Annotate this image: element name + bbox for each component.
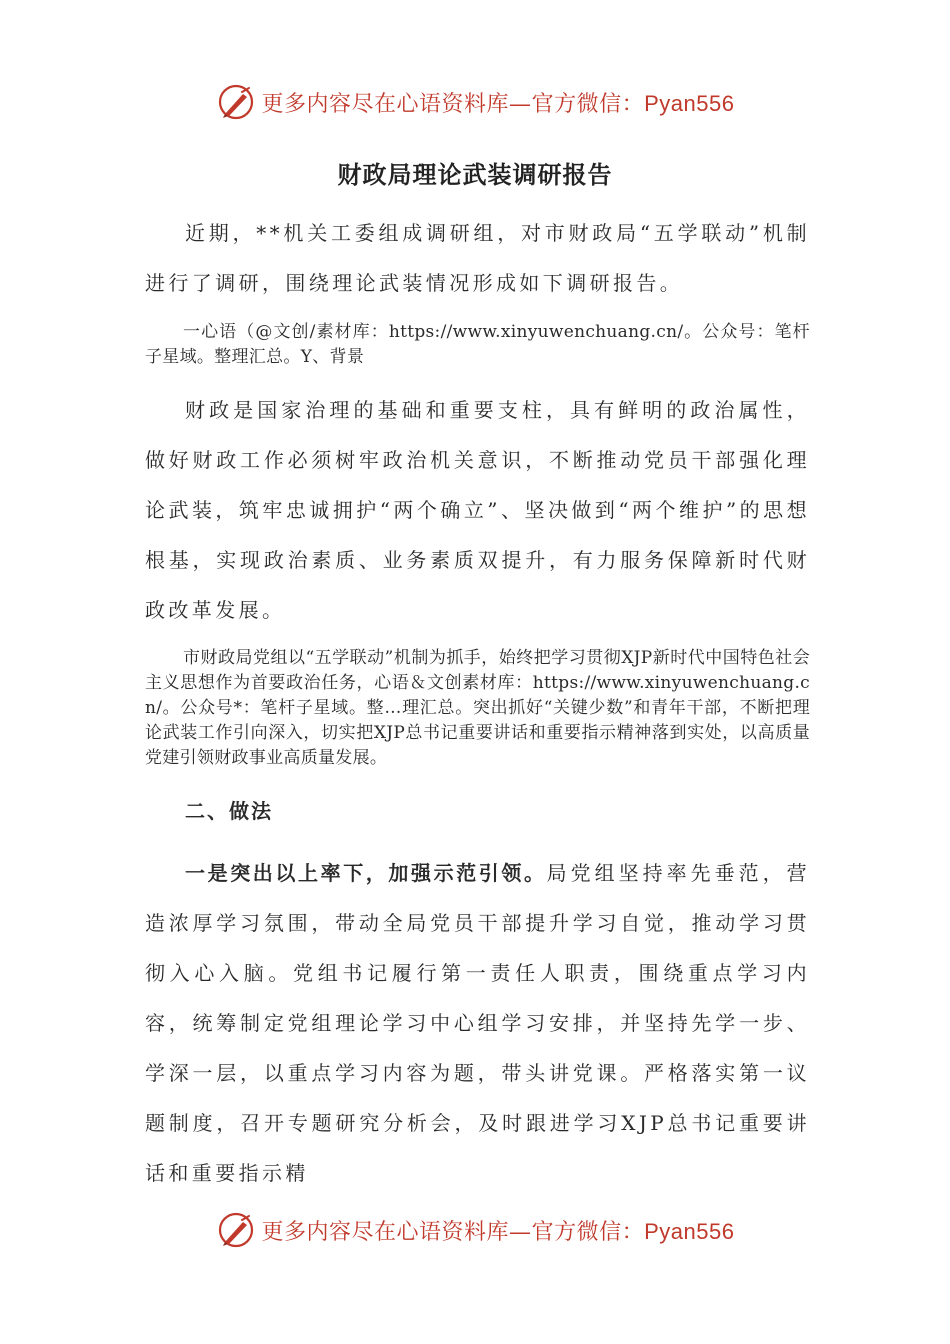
practice-paragraph xyxy=(145,848,810,1198)
policy-paragraph: 市财政局党组以“五学联动”机制为抓手，始终把学习贯彻XJP新时代中国特色社会主义思想作为首要政治任务，心语＆文创素材库：https://www.xinyuwenchuang.cn/。公众号*：笔杆子星域。整…理汇总。突出抓好“关键少数”和青年干部，不断把理论武装工作引向深入，切实把XJP总书记重要讲话和重要指示精神落到实处，以高质量党建引领财政事业高质量发展。 xyxy=(145,648,810,768)
banner-text: 更多内容尽在心语资料库—官方微信：Pyan556 xyxy=(261,90,735,117)
practice-body: 局党组坚持率先垂范，营造浓厚学习氛围，带动全局党员干部提升学习自觉，推动学习贯彻入心入脑。党组书记履行第一责任人职责，围绕重点学习内容，统筹制定党组理论学习中心组学习安排，并坚持先学一步、学深一层，以重点学习内容为题，带头讲党课。严格落实第一议题制度，召开专题研究分析会，及时跟进学习XJP总书记重要讲话和重要指示精 xyxy=(145,861,811,1185)
banner-text: 更多内容尽在心语资料库—官方微信：Pyan556 xyxy=(261,1218,735,1245)
document-title: 财政局理论武装调研报告 xyxy=(337,160,613,189)
source-note-paragraph: 一心语（@文创/素材库：https://www.xinyuwenchuang.cn/。公众号：笔杆子星域。整理汇总。Y、背景 xyxy=(145,322,810,367)
pen-logo-icon xyxy=(216,82,256,122)
lead-sentence: 一是突出以上率下，加强示范引领。 xyxy=(185,861,547,885)
intro-paragraph: 近期，**机关工委组成调研组，对市财政局“五学联动”机制进行了调研，围绕理论武装情况形成如下调研报告。 xyxy=(145,221,810,295)
header-banner xyxy=(0,80,950,124)
background-paragraph: 财政是国家治理的基础和重要支柱，具有鲜明的政治属性，做好财政工作必须树牢政治机关意识，不断推动党员干部强化理论武装，筑牢忠诚拥护“两个确立”、坚决做到“两个维护”的思想根基，实现政治素质、业务素质双提升，有力服务保障新时代财政改革发展。 xyxy=(145,398,810,622)
section-heading: 二、做法 xyxy=(185,799,273,823)
footer-banner xyxy=(0,1208,950,1252)
pen-logo-icon xyxy=(216,1210,256,1250)
